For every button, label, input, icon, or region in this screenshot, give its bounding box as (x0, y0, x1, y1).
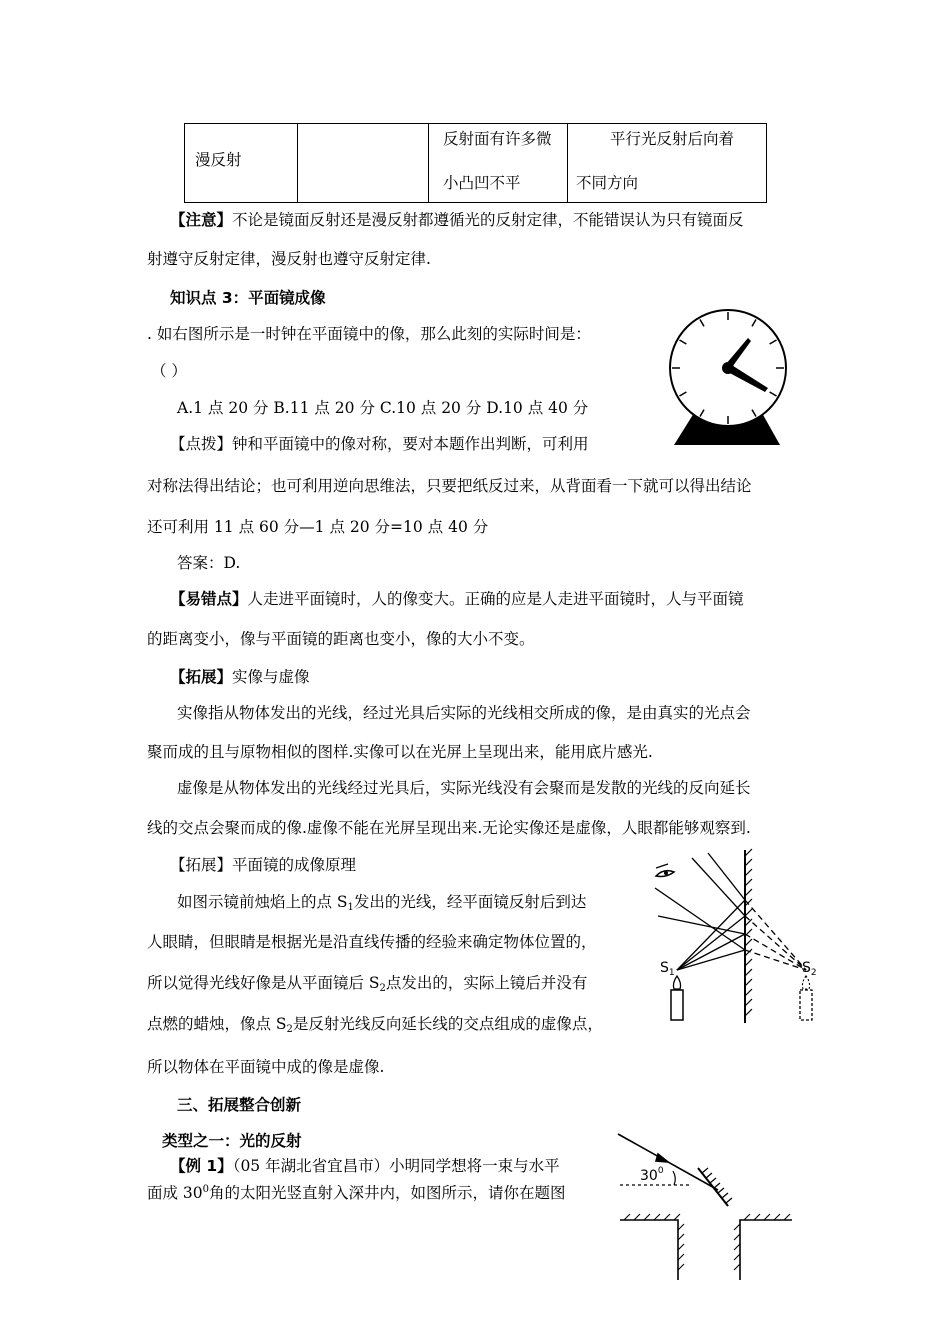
answer-text: 答案：D. (177, 554, 241, 572)
table-cell-cause (429, 124, 568, 203)
table-cell-name (185, 124, 298, 203)
real-image-line-2: 聚而成的且与原物相似的图样.实像可以在光屏上呈现出来，能用底片感光. (147, 743, 653, 761)
hint-tag: 【点拨】 (170, 435, 233, 453)
hint-text: 钟和平面镜中的像对称，要对本题作出判断，可利用 (232, 435, 589, 453)
hint-line-2: 对称法得出结论；也可利用逆向思维法，只要把纸反过来，从背面看一下就可以得出结论 (147, 477, 752, 495)
extension-lines (745, 900, 806, 970)
well-figure (610, 1130, 795, 1290)
table-row (185, 124, 767, 203)
error-line-2: 的距离变小，像与平面镜的距离也变小，像的大小不变。 (147, 630, 535, 648)
candle (671, 976, 683, 1020)
well-left-wall (620, 1220, 678, 1280)
principle-line-4: 点燃的蜡烛，像点 $S_2$是反射光线反向延长线的交点组成的虚像点， (147, 1015, 603, 1035)
section-title: 知识点 3：平面镜成像 (170, 289, 326, 307)
example-line-1 (170, 1156, 560, 1176)
hint-line-1 (170, 434, 589, 454)
extension-2-heading (170, 855, 356, 875)
note-line-1 (170, 210, 744, 230)
cell-text: 漫反射 (195, 151, 242, 169)
well-right-wall (740, 1220, 792, 1280)
example-text: （05 年湖北省宜昌市）小明同学想将一束与水平 (232, 1157, 560, 1175)
well-left-hatch (624, 1214, 684, 1270)
answer-paren: （ ） (151, 362, 187, 380)
hint-line-3: 还可利用 11 点 60 分—1 点 20 分=10 点 40 分 (147, 518, 489, 536)
table-cell-result (568, 124, 767, 203)
extension-title: 平面镜的成像原理 (232, 856, 357, 874)
cell-text: 不同方向 (576, 174, 639, 192)
table-cell-empty (298, 124, 429, 203)
eye-icon (656, 864, 674, 877)
clock-figure (666, 308, 792, 450)
sun-ray (618, 1134, 718, 1190)
cell-text: 平行光反射后向着 (610, 130, 735, 148)
options-text: A.1 点 20 分 B.11 点 20 分 C.10 点 20 分 D.10 点 40 分 (177, 399, 589, 417)
angle-arc (673, 1171, 675, 1185)
cell-text: 反射面有许多微 (443, 130, 552, 148)
label-s2: $S_2$ (802, 960, 817, 978)
error-text: 人走进平面镜时，人的像变大。正确的应是人走进平面镜时，人与平面镜 (247, 590, 744, 608)
question-text: . 如右图所示是一时钟在平面镜中的像，那么此刻的实际时间是： (147, 325, 591, 343)
error-line-1 (170, 589, 744, 609)
real-image-line-1: 实像指从物体发出的光线，经过光具后实际的光线相交所成的像，是由真实的光点会 (177, 704, 751, 722)
virtual-image-line-2: 线的交点会聚而成的像.虚像不能在光屏呈现出来.无论实像还是虚像，人眼都能够观察到. (147, 819, 751, 837)
note-text: 不论是镜面反射还是漫反射都遵循光的反射定律，不能错误认为只有镜面反 (232, 211, 744, 229)
part-three-title: 三、拓展整合创新 (177, 1096, 302, 1114)
virtual-image-line-1: 虚像是从物体发出的光线经过光具后，实际光线没有会聚而是发散的光线的反向延长 (177, 779, 751, 797)
example-tag: 【例 1】 (170, 1157, 233, 1175)
note-tag: 【注意】 (170, 211, 233, 229)
error-tag: 【易错点】 (170, 590, 248, 608)
principle-line-2: 人眼睛，但眼睛是根据光是沿直线传播的经验来确定物体位置的， (147, 933, 597, 951)
example-line-2: 面成 $30^0$角的太阳光竖直射入深井内，如图所示，请你在题图 (147, 1184, 566, 1202)
angle-label: $30^0$ (640, 1166, 664, 1184)
small-mirror (698, 1168, 732, 1206)
extension-tag: 【拓展】 (170, 668, 233, 686)
extension-1-heading (170, 667, 310, 687)
extension-tag: 【拓展】 (170, 856, 233, 874)
cell-text: 小凸凹不平 (443, 174, 521, 192)
principle-line-5: 所以物体在平面镜中成的像是虚像. (147, 1058, 385, 1076)
note-line-2: 射遵守反射定律，漫反射也遵守反射定律. (147, 250, 431, 268)
extension-title: 实像与虚像 (232, 668, 310, 686)
candle-image (800, 976, 812, 1020)
reflection-table (184, 123, 767, 203)
well-right-hatch (734, 1214, 790, 1270)
plane-mirror-figure (650, 848, 825, 1028)
principle-line-1: 如图示镜前烛焰上的点 $S_1$发出的光线，经平面镜反射后到达 (177, 893, 587, 913)
type-one-title: 类型之一：光的反射 (162, 1132, 302, 1150)
label-s1: $S_1$ (660, 960, 675, 978)
principle-line-3: 所以觉得光线好像是从平面镜后 $S_2$点发出的，实际上镜后并没有 (147, 974, 588, 994)
